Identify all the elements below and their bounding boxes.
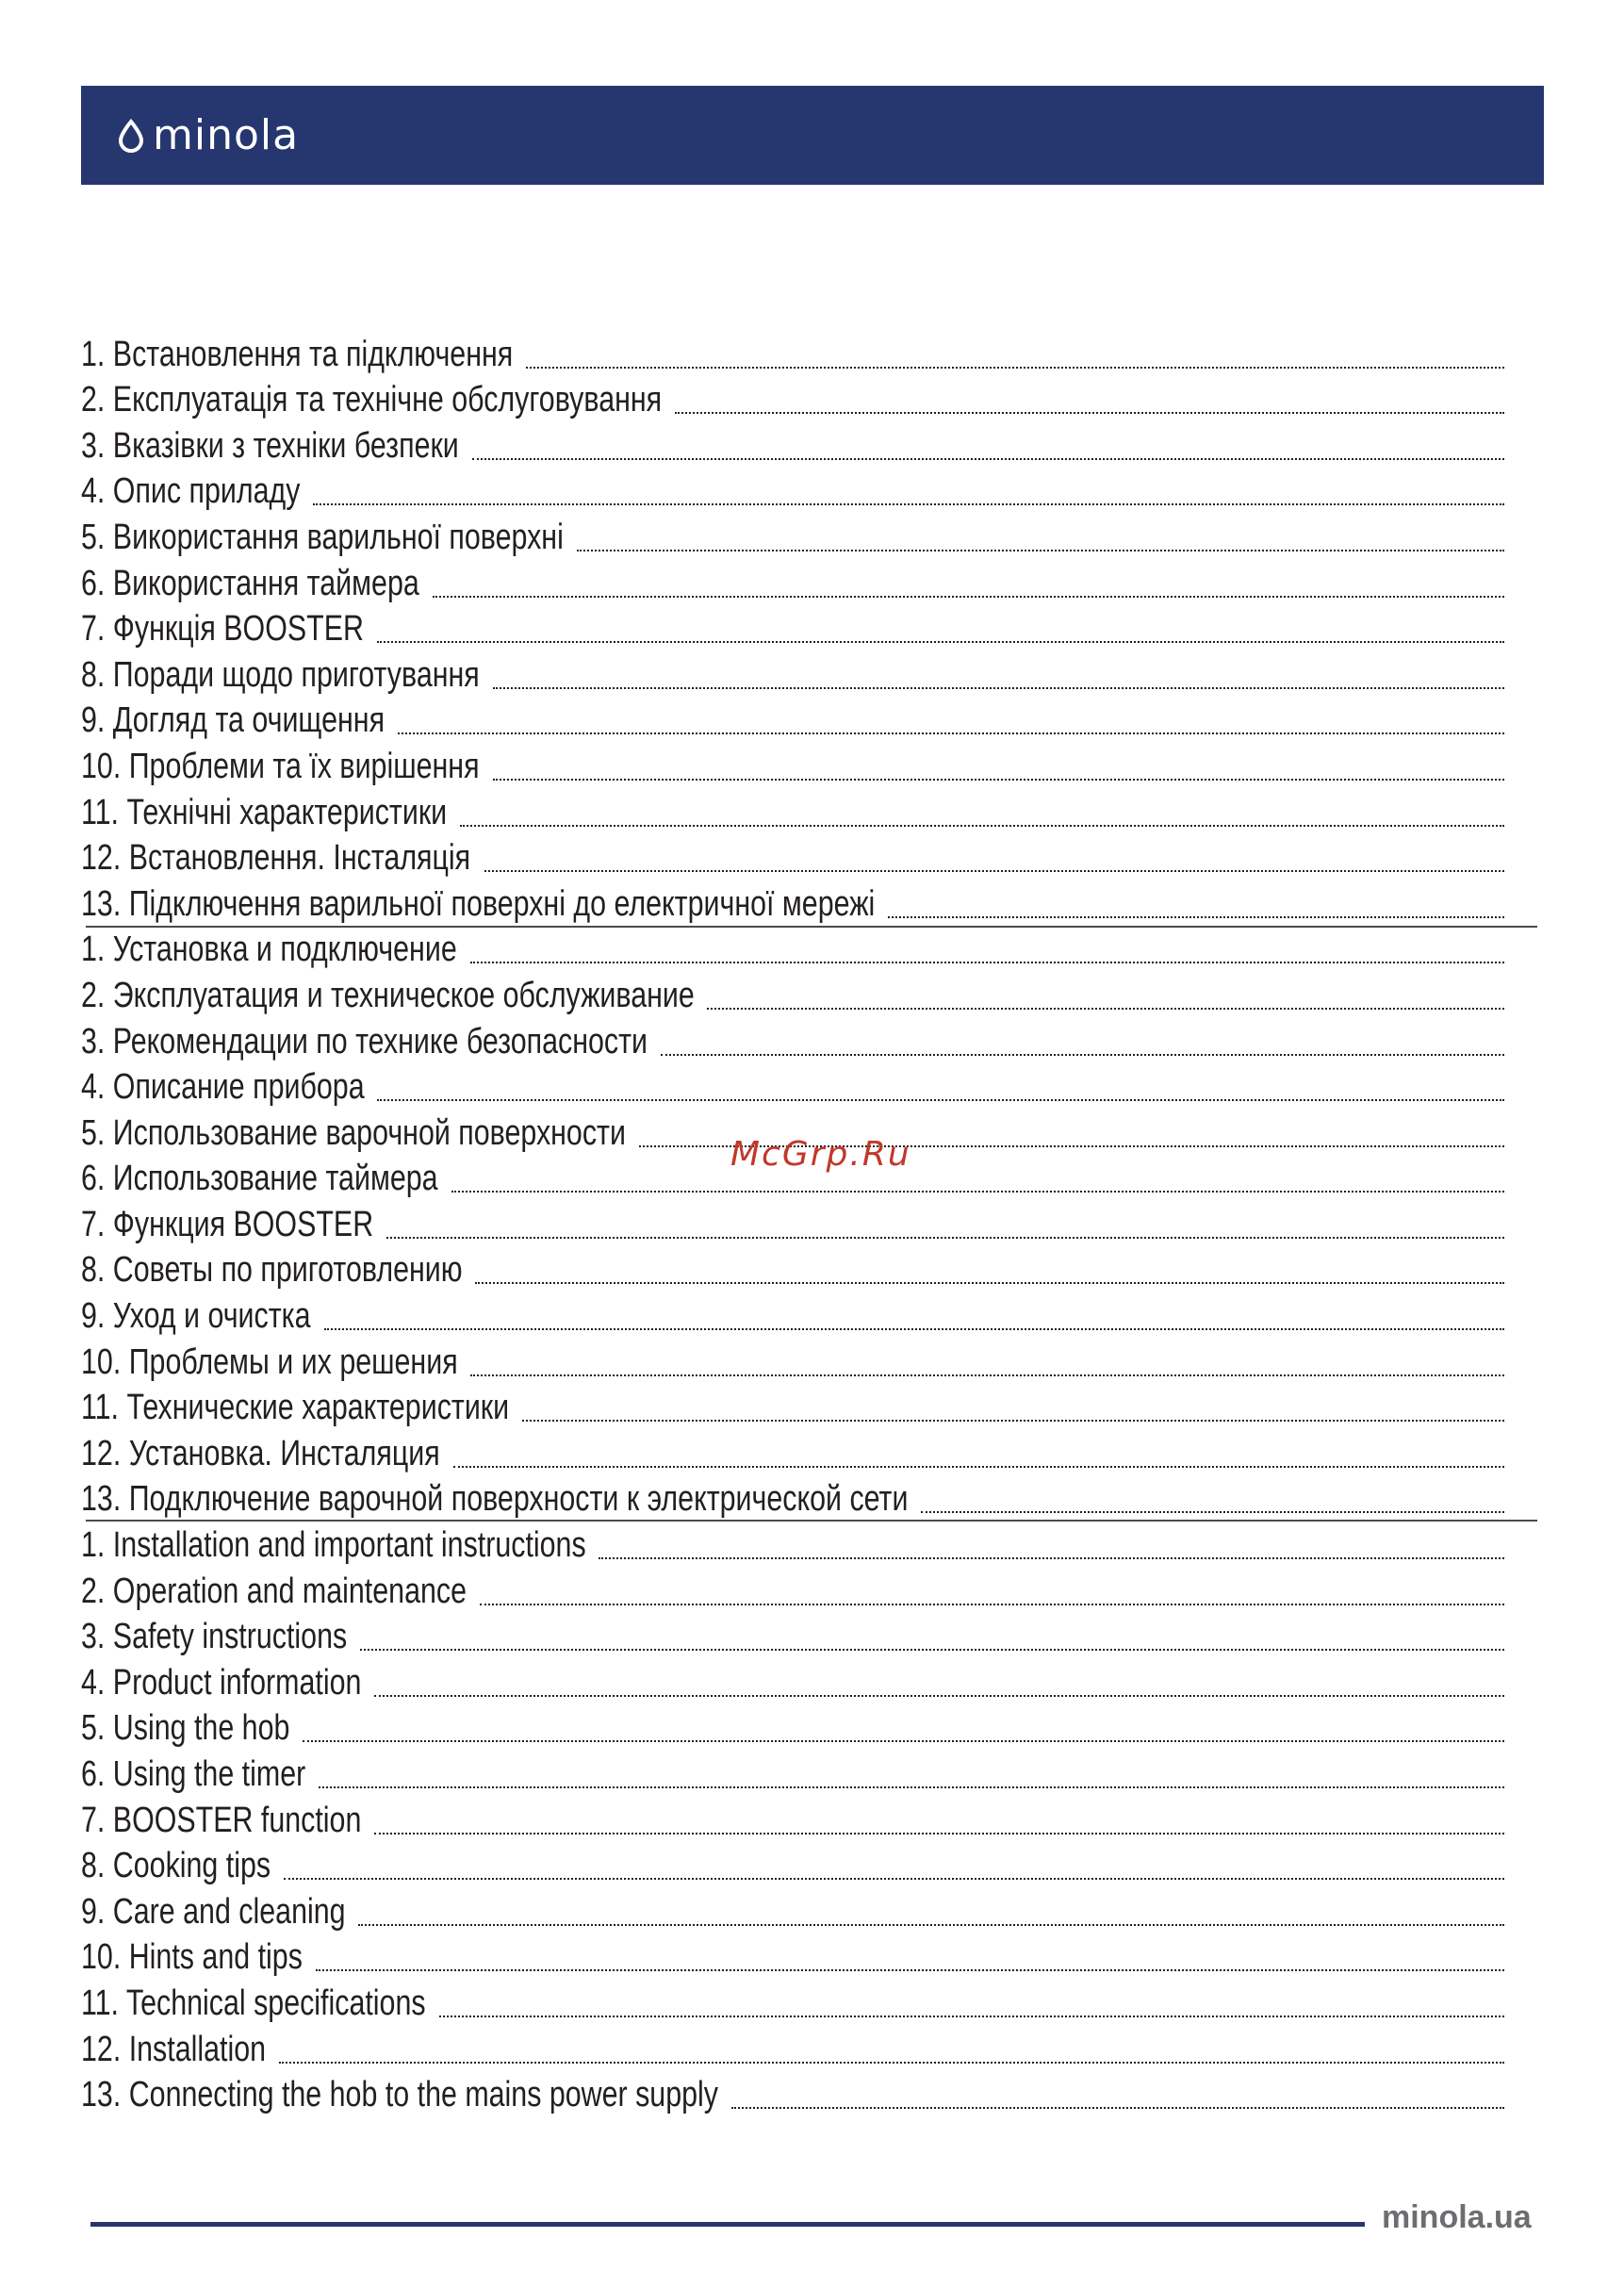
toc-entry-label: 4. Опис приладу xyxy=(81,471,301,512)
toc-entry xyxy=(81,1248,1504,1294)
header-bar xyxy=(81,86,1544,185)
toc-leader-dots xyxy=(303,1740,1504,1742)
toc-entry xyxy=(81,928,1504,974)
toc-entry-label: 4. Product information xyxy=(81,1662,362,1703)
toc-leader-dots xyxy=(313,503,1504,505)
table-of-contents xyxy=(81,332,1504,2118)
toc-entry xyxy=(81,881,1504,928)
toc-entry-label: 3. Рекомендации по технике безопасности xyxy=(81,1021,648,1061)
toc-entry-label: 7. BOOSTER function xyxy=(81,1800,362,1840)
toc-entry xyxy=(81,652,1504,699)
toc-entry xyxy=(81,1477,1504,1523)
toc-entry xyxy=(81,2027,1504,2073)
toc-entry-label: 6. Використання таймера xyxy=(81,563,419,603)
toc-entry-label: 1. Встановлення та підключення xyxy=(81,334,514,374)
toc-entry-label: 3. Safety instructions xyxy=(81,1617,348,1657)
toc-entry-label: 1. Установка и подключение xyxy=(81,930,457,970)
toc-entry xyxy=(81,1569,1504,1615)
toc-leader-dots xyxy=(377,641,1504,643)
toc-entry xyxy=(81,973,1504,1019)
toc-entry-label: 6. Using the timer xyxy=(81,1754,306,1794)
toc-leader-dots xyxy=(888,916,1504,918)
toc-entry-label: 10. Проблемы и их решения xyxy=(81,1341,458,1382)
toc-leader-dots xyxy=(493,779,1504,781)
toc-leader-dots xyxy=(470,962,1504,963)
toc-entry-label: 5. Використання варильної поверхні xyxy=(81,517,564,557)
toc-entry xyxy=(81,790,1504,836)
toc-entry-label: 12. Installation xyxy=(81,2029,267,2069)
toc-leader-dots xyxy=(279,2062,1504,2064)
toc-entry-label: 13. Подключение варочной поверхности к электрической сети xyxy=(81,1479,909,1520)
toc-entry xyxy=(81,607,1504,653)
toc-entry xyxy=(81,2073,1504,2119)
toc-entry-label: 4. Описание прибора xyxy=(81,1067,365,1108)
toc-leader-dots xyxy=(433,596,1504,598)
toc-entry-label: 11. Technical specifications xyxy=(81,1983,426,2023)
footer-url: minola.ua xyxy=(1382,2199,1532,2235)
toc-entry-label: 2. Эксплуатация и техническое обслуживание xyxy=(81,975,695,1015)
toc-entry-label: 2. Operation and maintenance xyxy=(81,1571,467,1611)
toc-section-russian xyxy=(81,928,1504,1523)
section-divider xyxy=(86,926,1537,928)
toc-entry xyxy=(81,836,1504,882)
toc-entry xyxy=(81,1935,1504,1982)
watermark: McGrp.Ru xyxy=(730,1135,911,1174)
drop-icon xyxy=(117,119,145,153)
toc-entry-label: 5. Using the hob xyxy=(81,1708,290,1749)
logo xyxy=(117,110,300,159)
toc-entry xyxy=(81,1522,1504,1569)
toc-entry xyxy=(81,1889,1504,1935)
toc-leader-dots xyxy=(358,1924,1504,1926)
toc-entry-label: 8. Поради щодо приготування xyxy=(81,654,480,695)
toc-entry-label: 10. Hints and tips xyxy=(81,1937,303,1978)
toc-leader-dots xyxy=(577,550,1504,551)
toc-entry xyxy=(81,699,1504,745)
toc-entry-label: 13. Підключення варильної поверхні до електричної мережі xyxy=(81,883,876,924)
toc-leader-dots xyxy=(319,1786,1504,1788)
toc-leader-dots xyxy=(453,1466,1504,1468)
toc-leader-dots xyxy=(470,1374,1504,1376)
logo-text: minola xyxy=(153,110,300,159)
toc-entry xyxy=(81,469,1504,516)
toc-leader-dots xyxy=(460,825,1504,827)
toc-entry-label: 9. Care and cleaning xyxy=(81,1891,346,1932)
toc-leader-dots xyxy=(316,1969,1505,1971)
toc-entry xyxy=(81,1065,1504,1111)
toc-leader-dots xyxy=(284,1878,1504,1880)
toc-entry xyxy=(81,1019,1504,1065)
toc-entry xyxy=(81,1431,1504,1477)
toc-leader-dots xyxy=(526,367,1504,369)
toc-entry xyxy=(81,1752,1504,1798)
toc-leader-dots xyxy=(661,1054,1504,1056)
toc-entry xyxy=(81,1340,1504,1386)
footer-line xyxy=(90,2222,1365,2227)
toc-entry-label: 5. Использование варочной поверхности xyxy=(81,1112,626,1153)
toc-leader-dots xyxy=(377,1099,1504,1101)
toc-entry-label: 8. Cooking tips xyxy=(81,1846,271,1886)
toc-leader-dots xyxy=(480,1604,1504,1605)
toc-entry xyxy=(81,1386,1504,1432)
toc-leader-dots xyxy=(386,1237,1504,1239)
toc-entry-label: 9. Догляд та очищення xyxy=(81,700,385,741)
toc-leader-dots xyxy=(398,732,1504,734)
toc-entry-label: 2. Експлуатація та технічне обслуговування xyxy=(81,380,663,420)
toc-leader-dots xyxy=(475,1282,1504,1284)
toc-entry xyxy=(81,1660,1504,1706)
toc-entry xyxy=(81,378,1504,424)
toc-entry-label: 11. Технічні характеристики xyxy=(81,792,448,832)
toc-leader-dots xyxy=(731,2107,1504,2109)
toc-leader-dots xyxy=(374,1695,1504,1697)
toc-entry xyxy=(81,1202,1504,1248)
toc-leader-dots xyxy=(921,1511,1504,1513)
toc-leader-dots xyxy=(493,687,1504,689)
toc-entry-label: 3. Вказівки з техніки безпеки xyxy=(81,425,459,466)
toc-entry xyxy=(81,561,1504,607)
toc-entry xyxy=(81,1798,1504,1844)
toc-leader-dots xyxy=(374,1833,1504,1835)
toc-leader-dots xyxy=(451,1191,1504,1193)
section-divider xyxy=(86,1520,1537,1522)
toc-section-english xyxy=(81,1522,1504,2118)
toc-entry xyxy=(81,1615,1504,1661)
toc-entry-label: 6. Использование таймера xyxy=(81,1159,438,1199)
toc-entry xyxy=(81,423,1504,469)
toc-entry-label: 12. Установка. Инсталяция xyxy=(81,1433,440,1473)
toc-leader-dots xyxy=(472,458,1504,460)
toc-section-ukrainian xyxy=(81,332,1504,928)
toc-entry-label: 11. Технические характеристики xyxy=(81,1388,510,1428)
toc-entry-label: 7. Функція BOOSTER xyxy=(81,609,364,650)
toc-leader-dots xyxy=(707,1008,1504,1010)
toc-leader-dots xyxy=(324,1328,1504,1330)
toc-entry xyxy=(81,515,1504,561)
toc-leader-dots xyxy=(675,412,1504,414)
toc-leader-dots xyxy=(484,870,1504,872)
toc-entry-label: 9. Уход и очистка xyxy=(81,1296,311,1337)
toc-entry-label: 10. Проблеми та їх вирішення xyxy=(81,746,480,786)
toc-leader-dots xyxy=(439,2016,1504,2017)
toc-entry xyxy=(81,1844,1504,1890)
toc-entry xyxy=(81,1981,1504,2027)
toc-entry xyxy=(81,332,1504,378)
toc-leader-dots xyxy=(599,1557,1504,1559)
toc-entry-label: 12. Встановлення. Інсталяція xyxy=(81,838,471,879)
toc-leader-dots xyxy=(522,1420,1504,1422)
toc-entry xyxy=(81,1706,1504,1752)
toc-entry xyxy=(81,744,1504,790)
toc-entry-label: 13. Connecting the hob to the mains power supply xyxy=(81,2075,718,2115)
toc-entry-label: 1. Installation and important instructions xyxy=(81,1525,586,1566)
toc-entry-label: 8. Советы по приготовлению xyxy=(81,1250,463,1291)
toc-entry xyxy=(81,1293,1504,1340)
toc-entry-label: 7. Функция BOOSTER xyxy=(81,1204,374,1244)
toc-leader-dots xyxy=(360,1649,1504,1651)
